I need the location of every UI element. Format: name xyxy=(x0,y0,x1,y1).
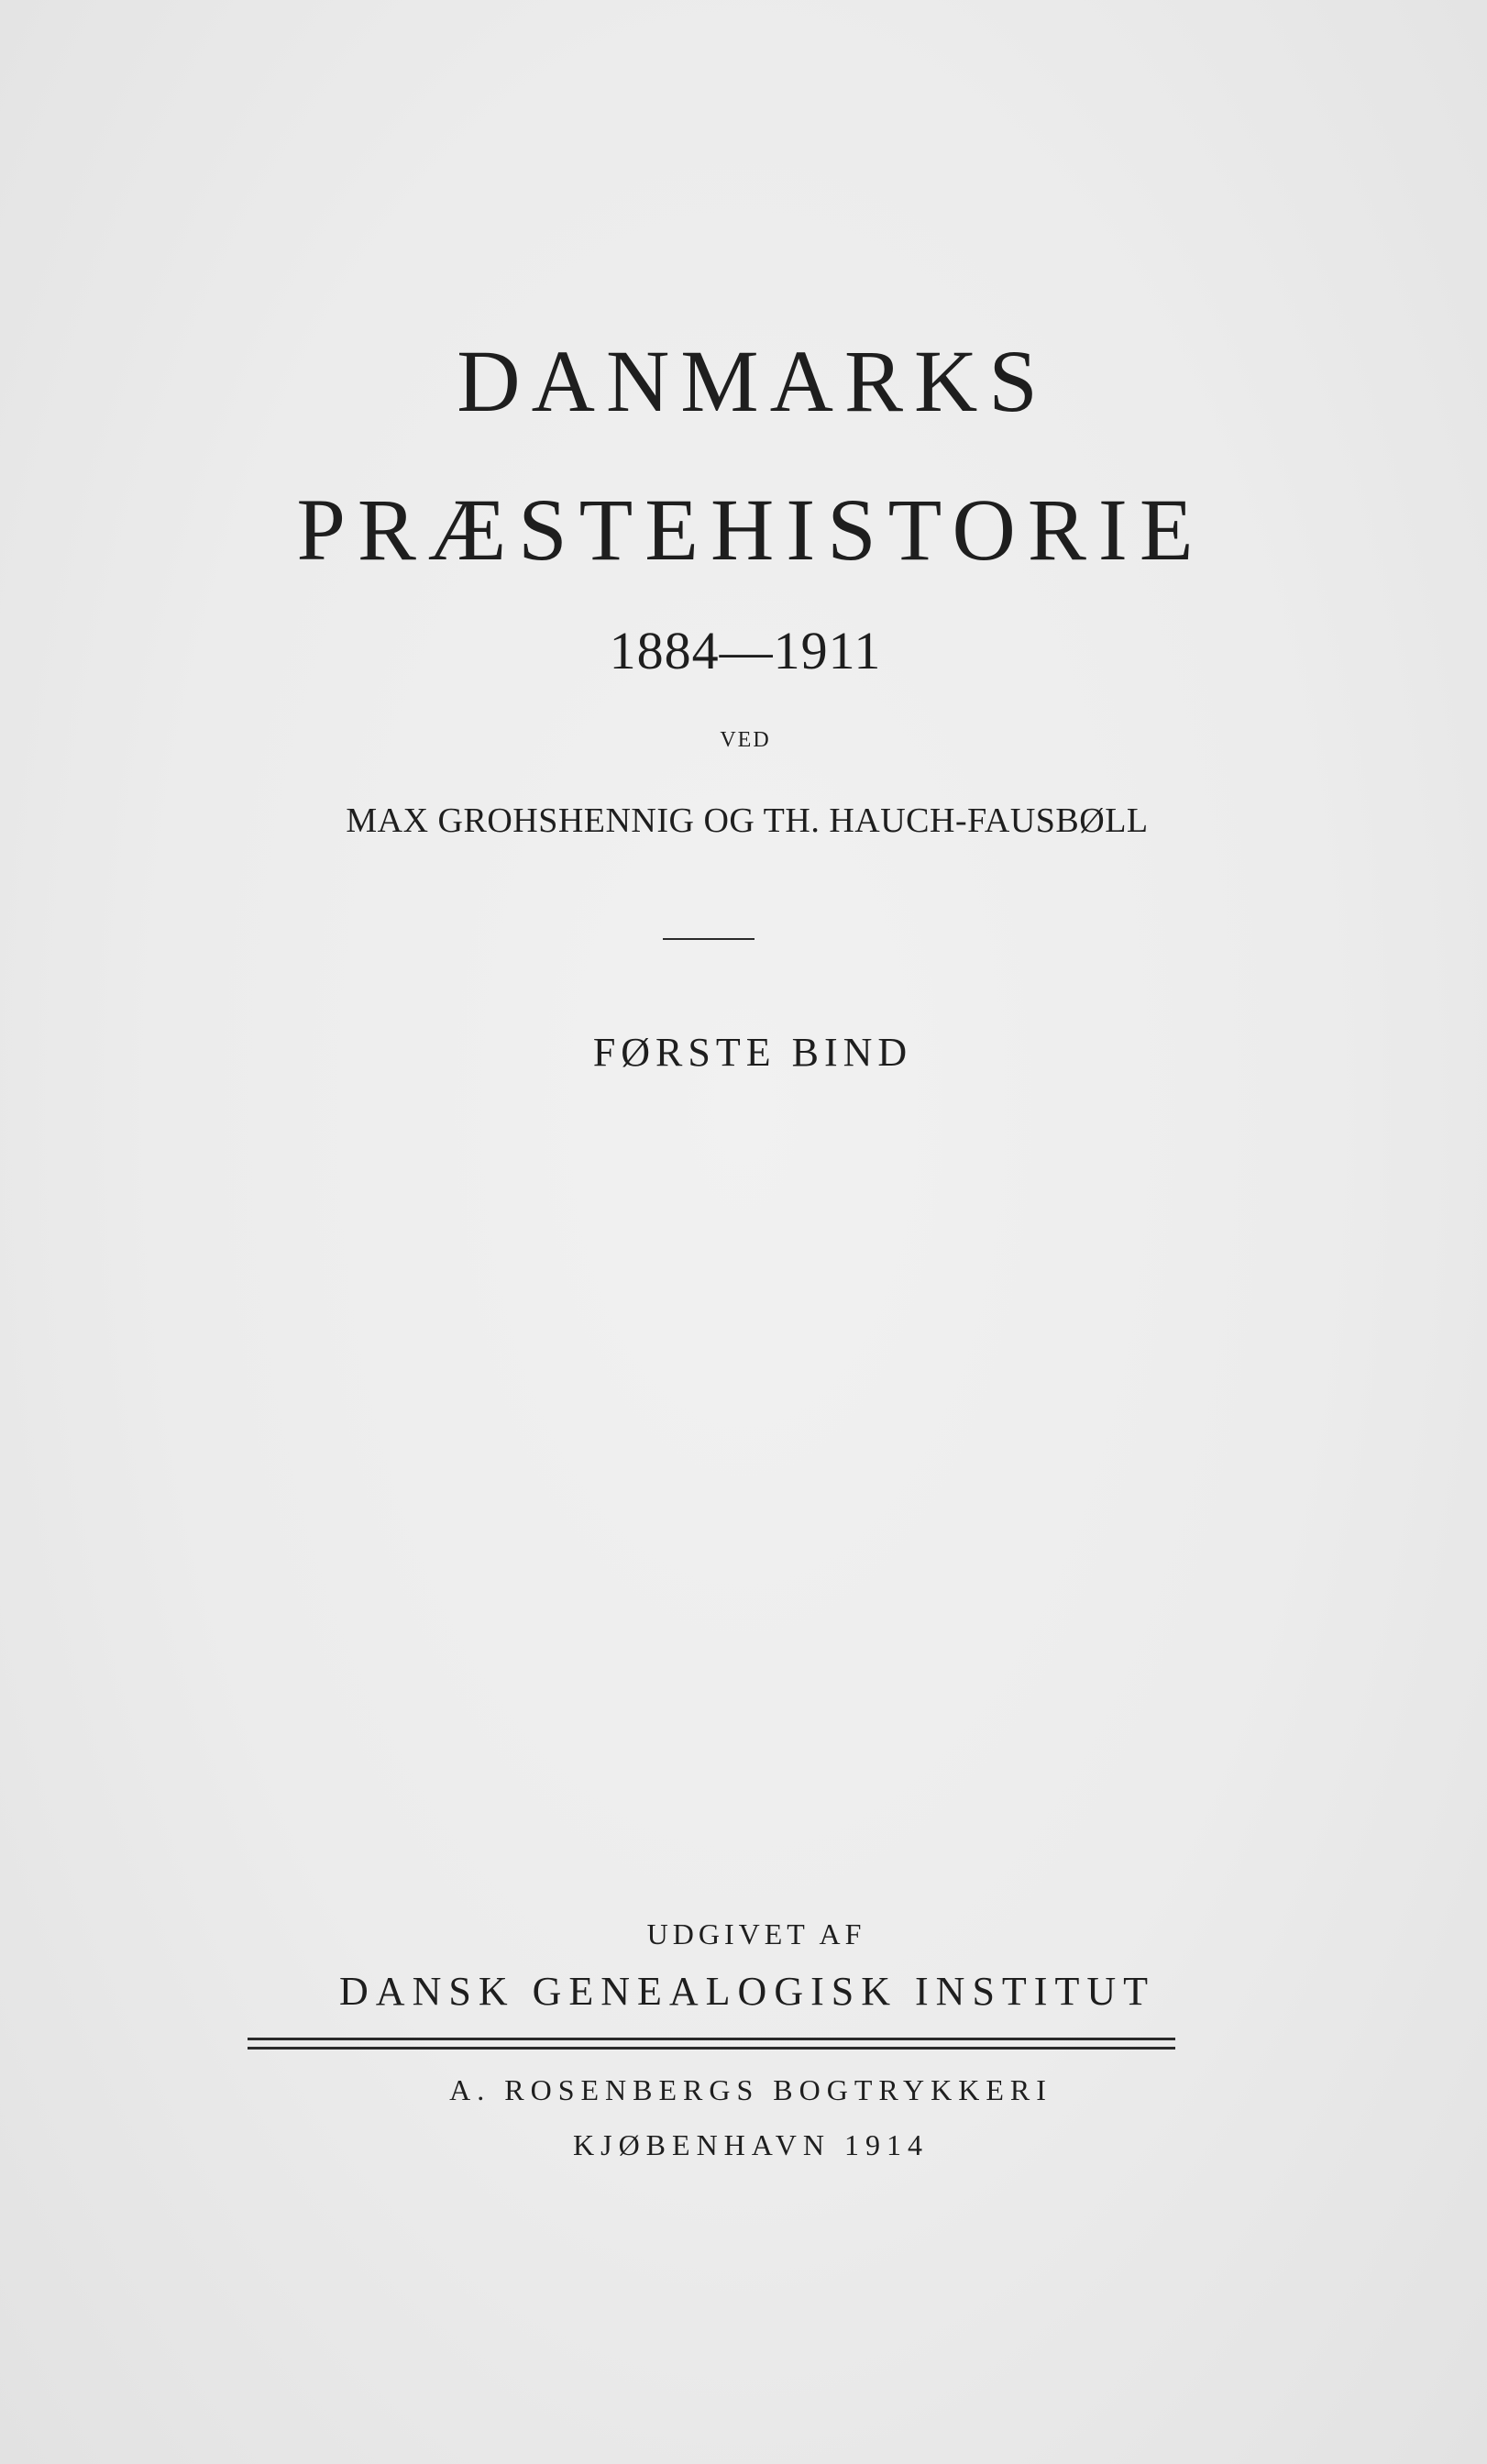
short-divider xyxy=(663,938,755,940)
printer: A. ROSENBERGS BOGTRYKKERI xyxy=(449,2073,1052,2106)
title-line-1: DANMARKS xyxy=(457,332,1049,430)
volume-label: FØRSTE BIND xyxy=(592,1030,913,1075)
publisher-name: DANSK GENEALOGISK INSTITUT xyxy=(339,1969,1155,2014)
publisher-intro: UDGIVET AF xyxy=(646,1917,866,1950)
years: 1884—1911 xyxy=(609,621,882,680)
title-line-2: PRÆSTEHISTORIE xyxy=(296,481,1206,579)
authors: MAX GROHSHENNIG OG TH. HAUCH-FAUSBØLL xyxy=(346,801,1149,840)
place-year: KJØBENHAVN 1914 xyxy=(573,2128,929,2161)
ved-label: VED xyxy=(720,728,771,752)
double-divider xyxy=(248,2038,1175,2050)
